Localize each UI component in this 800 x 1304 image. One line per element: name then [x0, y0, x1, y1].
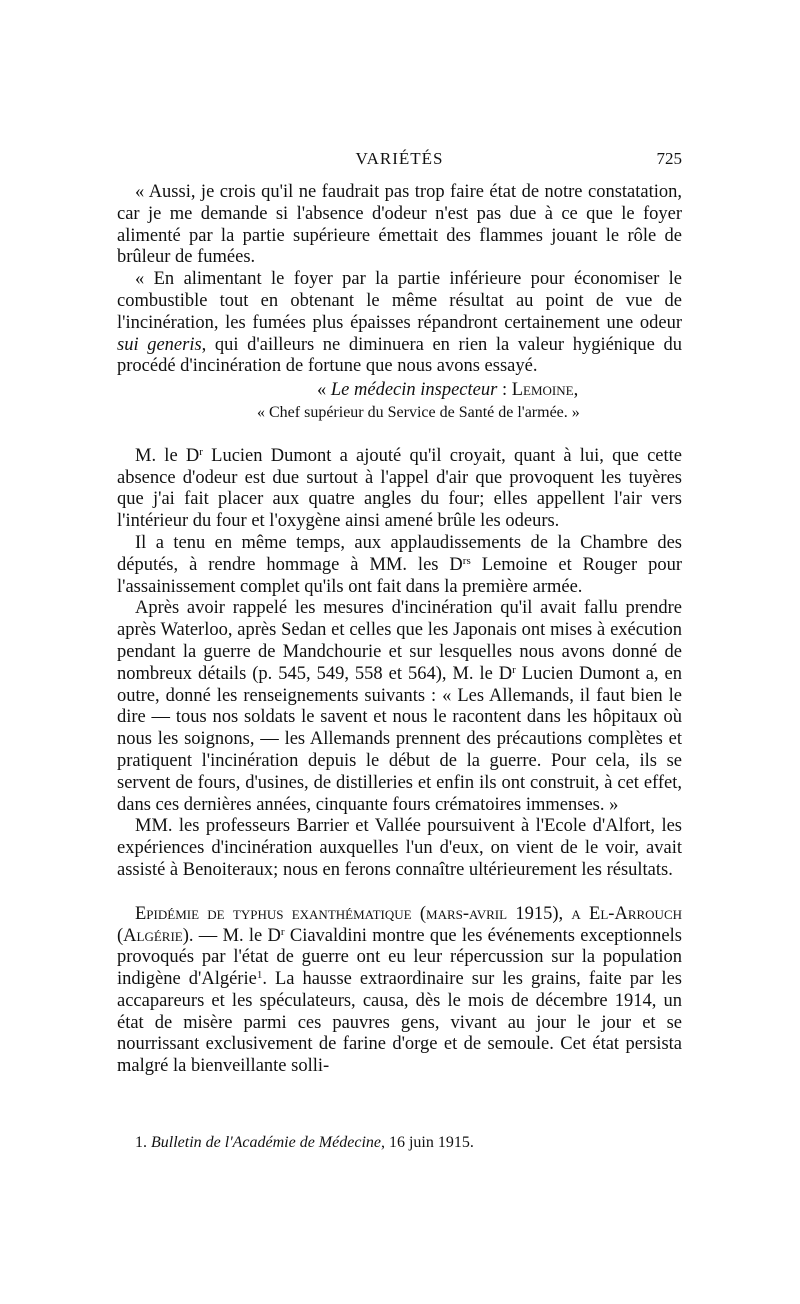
quote-paragraph-1: « Aussi, je crois qu'il ne faudrait pas trop faire état de notre constatation, car je me demande si l'absence d'odeur n'est pas due à ce que le foyer alimenté par la partie supérieure émettait des flammes jouant le rôle de brûleur de fumées.: [117, 182, 682, 268]
footnote-marker: 1: [256, 969, 263, 982]
signature-line-1: « Le médecin inspecteur : Lemoine,: [317, 380, 579, 401]
signature-line-2: « Chef supérieur du Service de Santé de l'armée. »: [257, 403, 580, 421]
section-typhus: Epidémie de typhus exanthématique (mars-avril 1915), a El-Arrouch (Algérie). — M. le $D^r$ Ciavaldini montre que les événements exceptionnels provoqués par l'état de guerre ont eu leur répercussion sur la population indigène d'Algérie$^1$. La hausse extraordinaire sur les grains, faite par les accapareurs et les spéculateurs, causa, dès le mois de décembre 1914, un état de misère parmi ces pauvres gens, vivant au jour le jour et se nourrissant exclusivement de farine d'orge et de semoule. Cet état persista malgré la bienveillante solli-: [117, 903, 683, 1077]
page-number: 725: [656, 149, 682, 168]
quote-paragraph-2: « En alimentant le foyer par la partie inférieure pour économiser le combustible tout en obtenant le même résultat au point de vue de l'incinération, les fumées plus épaisses répandront certainement une odeur sui generis, qui d'ailleurs ne diminuera en rien la valeur hygiénique du procédé d'incinération de fortune que nous avons essayé.: [117, 269, 683, 377]
body-paragraph-alfort: MM. les professeurs Barrier et Vallée poursuivent à l'Ecole d'Alfort, les expériences d'incinération auxquelles l'un d'eux, on vient de le voir, avait assisté à Benoiteraux; nous en ferons connaître ultérieurement les résultats.: [117, 816, 682, 880]
running-header: [117, 148, 682, 172]
section-heading: Epidémie de typhus exanthématique: [135, 903, 412, 924]
body-paragraph-dumont: M. le $D^r$ Lucien Dumont a ajouté qu'il croyait, quant à lui, que cette absence d'odeur est due surtout à l'appel d'air que provoquent les tuyères que j'ai fait placer aux quatre angles du four; elles appellent l'air vers l'intérieur du four et l'oxygène ainsi amené brûle les odeurs.: [117, 445, 683, 532]
footnote: 1. Bulletin de l'Académie de Médecine, 16 juin 1915.: [135, 1134, 474, 1151]
body-paragraph-incineration: Après avoir rappelé les mesures d'incinération qu'il avait fallu prendre après Waterloo, après Sedan et celles que les Japonais ont mises à exécution pendant la guerre de Mandchourie et sur lesquelles nous avons donné de nombreux détails (p. 545, 549, 558 et 564), M. le $D^r$ Lucien Dumont a, en outre, donné les renseignements suivants : « Les Allemands, il faut bien le dire — tous nos soldats le savent et nous le racontent dans les hôpitaux où nous les soignons, — les Allemands prennent des précautions complètes et pratiquent l'incinération depuis le début de la guerre. Pour cela, ils se servent de fours, d'usines, de distilleries et enfin ils ont construit, à cet effet, dans ces dernières années, cinquante fours crématoires immenses. »: [117, 598, 682, 815]
body-paragraph-hommage: Il a tenu en même temps, aux applaudissements de la Chambre des députés, à rendre hommage à MM. les $D^{rs}$ Lemoine et Rouger pour l'assainissement complet qu'ils ont fait dans la première armée.: [117, 532, 682, 597]
running-title: VARIÉTÉS: [355, 149, 444, 168]
main-text: [117, 182, 682, 1078]
